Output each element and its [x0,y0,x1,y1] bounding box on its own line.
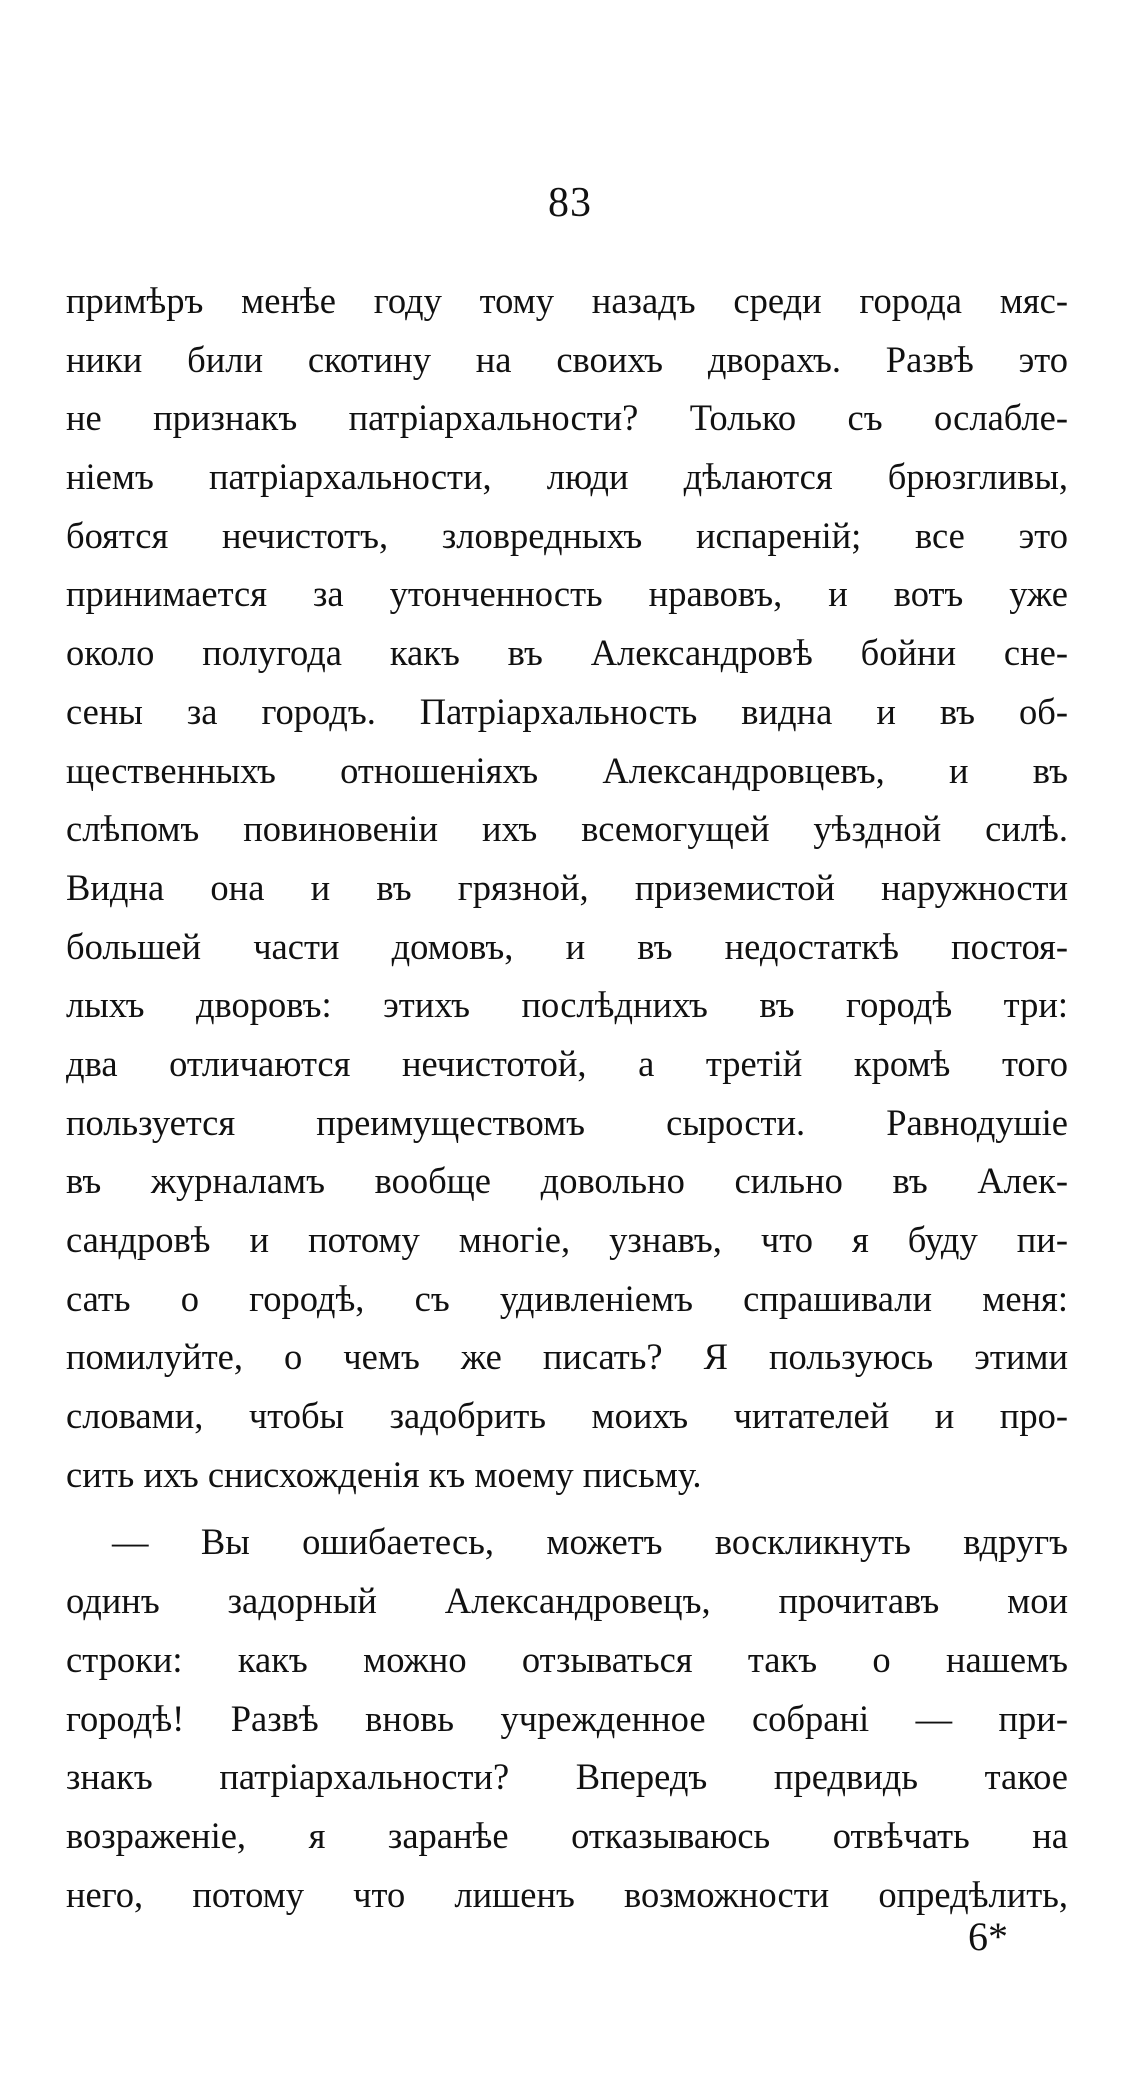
text-line: одинъ задорный Александровецъ, прочитавъ мои [66,1580,1068,1622]
text-line: два отличаются нечистотой, а третій кромѣ того [66,1042,1068,1084]
text-line: него, потому что лишенъ возможности опредѣлить, [66,1873,1068,1915]
text-line: въ журналамъ вообще довольно сильно въ Алек- [66,1160,1068,1202]
text-line: около полугода какъ въ Александровѣ бойни сне- [66,632,1068,674]
text-line: — Вы ошибаетесь, можетъ воскликнуть вдругъ [112,1521,1068,1563]
body-text [66,272,1068,1924]
text-line: не признакъ патріархальности? Только съ ослабле- [66,397,1068,439]
text-line: ніемъ патріархальности, люди дѣлаются брюзгливы, [66,456,1068,498]
text-line: словами, чтобы задобрить моихъ читателей и про- [66,1395,1068,1437]
text-line: боятся нечистотъ, зловредныхъ испареній; все это [66,514,1068,556]
text-line: слѣпомъ повиновеніи ихъ всемогущей уѣздной силѣ. [66,808,1068,850]
text-line: сить ихъ снисхожденія къ моему письму. [66,1453,702,1495]
text-line: строки: какъ можно отзываться такъ о нашемъ [66,1638,1068,1680]
text-line: примѣръ менѣе году тому назадъ среди города мяс- [66,280,1068,321]
text-line: пользуется преимуществомъ сырости. Равнодушіе [66,1101,1068,1143]
text-line: принимается за утонченность нравовъ, и вотъ уже [66,573,1068,615]
text-line: ники били скотину на своихъ дворахъ. Развѣ это [66,338,1068,380]
text-line: городѣ! Развѣ вновь учрежденное собрані — при- [66,1697,1068,1739]
text-line: большей части домовъ, и въ недостаткѣ постоя- [66,925,1068,967]
text-line: помилуйте, о чемъ же писать? Я пользуюсь этими [66,1336,1068,1378]
page-number: 83 [548,180,592,226]
paragraph [66,272,1068,1504]
text-line: возраженіе, я заранѣе отказываюсь отвѣчать на [66,1814,1068,1856]
text-line: Видна она и въ грязной, приземистой наружности [66,866,1068,908]
text-line: сандровѣ и потому многіе, узнавъ, что я буду пи- [66,1219,1068,1260]
text-line: лыхъ дворовъ: этихъ послѣднихъ въ городѣ три: [66,984,1068,1026]
text-line: сать о городѣ, съ удивленіемъ спрашивали меня: [66,1277,1068,1319]
text-line: знакъ патріархальности? Впередъ предвидь такое [66,1756,1068,1798]
text-line: щественныхъ отношеніяхъ Александровцевъ, и въ [66,749,1068,791]
signature-mark: 6* [968,1914,1008,1959]
paragraph [66,1513,1068,1924]
text-line: сены за городъ. Патріархальность видна и въ об- [66,690,1068,732]
